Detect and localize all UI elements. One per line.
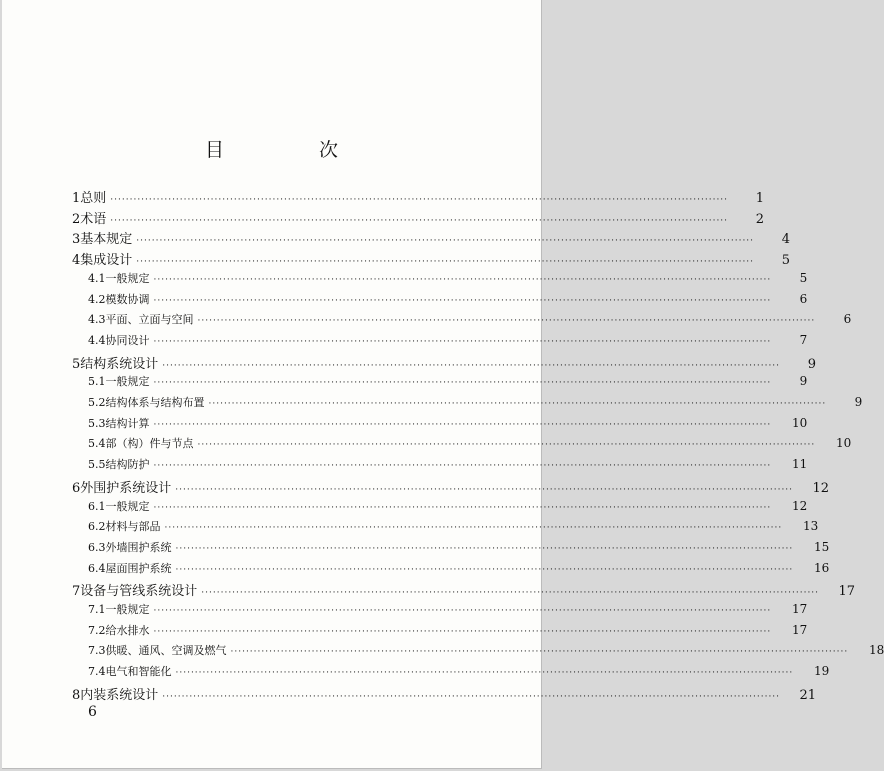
toc-entry bbox=[2, 311, 852, 332]
toc-entry-number: 5.3 bbox=[88, 416, 106, 430]
toc-entry-number: 4.3 bbox=[88, 313, 106, 327]
toc-entry-number: 5.1 bbox=[88, 375, 106, 389]
toc-leader-dots: ································································································································································ bbox=[153, 419, 772, 430]
toc-entry-title: 集成设计 bbox=[80, 253, 133, 269]
toc-entry-page: 4 bbox=[781, 232, 791, 248]
document-page bbox=[2, 0, 884, 769]
toc-entry bbox=[2, 270, 808, 291]
toc-leader-dots: ································································································································································ bbox=[164, 523, 783, 534]
toc-entry-title: 结构计算 bbox=[105, 416, 150, 430]
toc-entry-page: 9 bbox=[807, 356, 817, 372]
toc-entry-page: 11 bbox=[791, 457, 808, 472]
toc-entry-page: 10 bbox=[791, 415, 808, 430]
toc-leader-dots: ································································································································································ bbox=[153, 295, 772, 306]
toc-entry bbox=[2, 394, 863, 415]
toc-entry-page: 17 bbox=[791, 602, 808, 616]
toc-entry-page: 9 bbox=[854, 395, 863, 409]
page-number: 6 bbox=[88, 704, 97, 720]
toc-entry-title: 术语 bbox=[80, 211, 107, 227]
toc-entry bbox=[2, 187, 765, 208]
toc-entry-number: 6 bbox=[72, 480, 81, 496]
toc-entry-number: 7.3 bbox=[88, 644, 106, 658]
toc-entry-title: 结构系统设计 bbox=[80, 356, 159, 372]
toc-entry-title: 模数协调 bbox=[105, 292, 150, 306]
toc-entry-page: 21 bbox=[799, 687, 817, 703]
toc-entry-number: 5.4 bbox=[88, 437, 106, 451]
toc-entry-title: 总则 bbox=[80, 191, 107, 206]
toc-entry-number: 6.2 bbox=[88, 520, 106, 534]
toc-entry bbox=[2, 601, 808, 622]
toc-entry-number: 7.2 bbox=[88, 623, 106, 637]
toc-entry-number: 7 bbox=[72, 584, 81, 600]
toc-entry-title: 外围护系统设计 bbox=[80, 480, 172, 496]
toc-entry-page: 17 bbox=[791, 622, 808, 637]
toc-leader-dots: ································································································································································ bbox=[153, 626, 772, 637]
toc-entry-title: 内装系统设计 bbox=[80, 687, 159, 703]
toc-leader-dots: ································································································································································ bbox=[197, 316, 816, 327]
toc-leader-dots: ································································································································································ bbox=[162, 360, 781, 371]
toc-entry-page: 6 bbox=[843, 312, 852, 327]
toc-entry bbox=[2, 456, 808, 477]
toc-entry-page: 9 bbox=[799, 374, 808, 389]
toc-entry bbox=[2, 642, 884, 663]
toc-entry-title: 一般规定 bbox=[105, 603, 150, 616]
toc-entry-number: 5.5 bbox=[88, 458, 106, 472]
toc-entry-page: 13 bbox=[802, 519, 819, 534]
toc-entry-number: 3 bbox=[72, 232, 81, 248]
toc-entry bbox=[2, 435, 852, 456]
toc-leader-dots: ································································································································································ bbox=[230, 647, 849, 658]
toc-leader-dots: ································································································································································ bbox=[153, 336, 772, 347]
toc-entry-page: 18 bbox=[868, 643, 884, 658]
toc-entry bbox=[2, 477, 830, 498]
toc-leader-dots: ································································································································································ bbox=[153, 502, 772, 513]
toc-leader-dots: ································································································································································ bbox=[136, 257, 755, 268]
toc-entry-title: 电气和智能化 bbox=[105, 665, 172, 679]
toc-entry-title: 平面、立面与空间 bbox=[105, 313, 194, 327]
toc-entry-page: 5 bbox=[781, 253, 791, 269]
toc-leader-dots: ································································································································································ bbox=[110, 195, 729, 205]
toc-entry-page: 10 bbox=[835, 436, 852, 451]
toc-leader-dots: ································································································································································ bbox=[153, 606, 772, 616]
toc-leader-dots: ································································································································································ bbox=[175, 543, 794, 554]
toc-entry-title: 协同设计 bbox=[105, 333, 150, 347]
toc-entry-number: 5 bbox=[72, 356, 81, 372]
toc-leader-dots: ································································································································································ bbox=[175, 668, 794, 679]
toc-entry-number: 2 bbox=[72, 211, 81, 227]
toc-entry-page: 12 bbox=[812, 480, 830, 496]
toc-leader-dots: ································································································································································ bbox=[153, 378, 772, 389]
toc-entry-title: 部（构）件与节点 bbox=[105, 437, 194, 451]
toc-entry-title: 供暖、通风、空调及燃气 bbox=[105, 644, 227, 658]
toc-entry-page: 17 bbox=[838, 584, 856, 600]
toc-entry-number: 6.3 bbox=[88, 540, 106, 554]
toc-entry-page: 2 bbox=[755, 211, 765, 227]
toc-entry-title: 结构防护 bbox=[105, 458, 150, 472]
toc-leader-dots: ································································································································································ bbox=[110, 215, 729, 226]
toc-entry bbox=[2, 560, 830, 581]
toc-entry bbox=[2, 415, 808, 436]
toc-entry-page: 19 bbox=[813, 664, 830, 679]
toc-entry bbox=[2, 684, 817, 705]
toc-entry-number: 4.4 bbox=[88, 333, 106, 347]
toc-entry bbox=[2, 663, 830, 684]
toc-leader-dots: ································································································································································ bbox=[208, 399, 827, 409]
toc-entry-number: 7.4 bbox=[88, 665, 106, 679]
toc-entry-title: 材料与部品 bbox=[105, 520, 161, 534]
toc-entry-page: 16 bbox=[813, 560, 830, 575]
toc-leader-dots: ································································································································································ bbox=[162, 691, 781, 702]
toc-entry-title: 设备与管线系统设计 bbox=[80, 584, 198, 600]
toc-entry-title: 一般规定 bbox=[105, 271, 150, 285]
toc-entry-number: 6.1 bbox=[88, 499, 106, 513]
toc-entry bbox=[2, 208, 765, 229]
toc-entry-number: 6.4 bbox=[88, 561, 106, 575]
toc-entry-page: 1 bbox=[755, 191, 765, 206]
toc-entry-number: 7.1 bbox=[88, 603, 106, 616]
toc-entry-page: 6 bbox=[799, 291, 808, 306]
toc-entry-title: 一般规定 bbox=[105, 375, 150, 389]
toc-entry bbox=[2, 622, 808, 643]
toc-leader-dots: ································································································································································ bbox=[136, 236, 755, 247]
toc-entry-title: 给水排水 bbox=[105, 623, 150, 637]
toc-entry-page: 7 bbox=[799, 332, 808, 347]
toc-leader-dots: ································································································································································ bbox=[201, 588, 820, 599]
toc-entry-title: 一般规定 bbox=[105, 499, 150, 513]
toc-entry-number: 4 bbox=[72, 253, 81, 269]
toc-entry bbox=[2, 373, 808, 394]
toc-entry-number: 4.2 bbox=[88, 292, 106, 306]
toc-entry-page: 5 bbox=[799, 270, 808, 285]
toc-leader-dots: ································································································································································ bbox=[153, 461, 772, 472]
toc-entry-number: 8 bbox=[72, 687, 81, 703]
toc-leader-dots: ································································································································································ bbox=[175, 484, 794, 495]
toc-entry-number: 4.1 bbox=[88, 271, 106, 285]
toc-entry-page: 15 bbox=[813, 539, 830, 554]
toc-leader-dots: ································································································································································ bbox=[175, 564, 794, 575]
toc-entry-number: 5.2 bbox=[88, 396, 106, 409]
toc-entry-number: 1 bbox=[72, 191, 81, 206]
toc-entry bbox=[2, 353, 817, 374]
toc-entry bbox=[2, 228, 791, 249]
page-title: 目 次 bbox=[204, 139, 376, 161]
toc-entry-title: 屋面围护系统 bbox=[105, 561, 172, 575]
toc-entry bbox=[2, 332, 808, 353]
toc-entry-title: 基本规定 bbox=[80, 232, 133, 248]
toc-entry bbox=[2, 518, 819, 539]
toc-entry bbox=[2, 498, 808, 519]
toc-entry-title: 外墙围护系统 bbox=[105, 540, 172, 554]
toc-leader-dots: ································································································································································ bbox=[197, 440, 816, 451]
toc-entry-title: 结构体系与结构布置 bbox=[105, 396, 205, 409]
toc-leader-dots: ································································································································································ bbox=[153, 274, 772, 285]
toc-entry bbox=[2, 249, 791, 270]
toc-entry-page: 12 bbox=[791, 498, 808, 513]
toc-entry bbox=[2, 539, 830, 560]
toc-entry bbox=[2, 291, 808, 312]
toc-entry bbox=[2, 580, 856, 601]
